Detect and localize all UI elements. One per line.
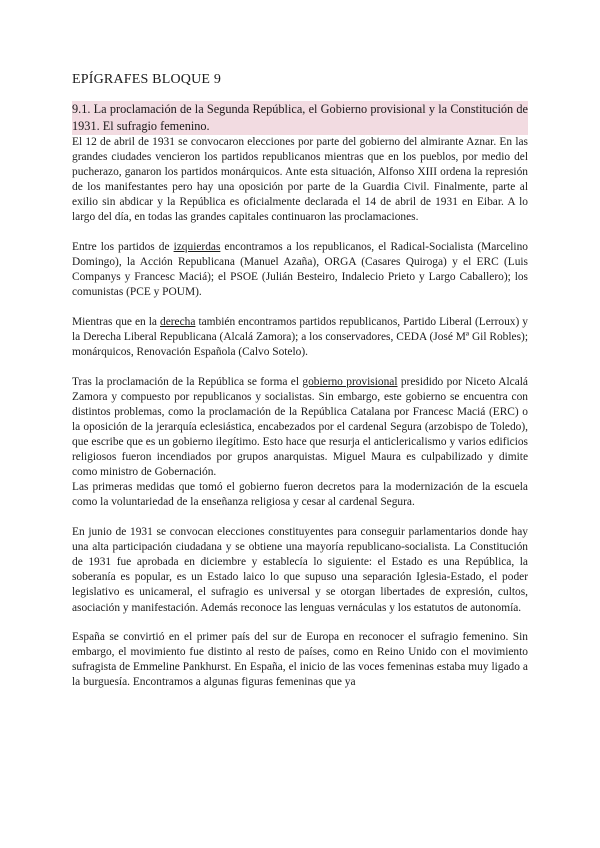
text-run: también encontramos partidos republicanos, Partido Liberal (Lerroux) y la Derecha Liberal Republicana (Alcalá Zamora); a los conservadores, CEDA (José Mª Gil Robles); monárquicos, Renovación Española (Calvo Sotelo). — [72, 315, 528, 359]
paragraph-first-measures: Las primeras medidas que tomó el gobierno fueron decretos para la modernización de la escuela como la voluntariedad de la enseñanza religiosa y cesar al cardenal Segura. — [72, 481, 528, 509]
paragraph-provisional-government — [72, 375, 528, 481]
paragraph-left-parties — [72, 240, 528, 300]
section-heading: 9.1. La proclamación de la Segunda República, el Gobierno provisional y la Constitución de 1931. El sufragio femenino. — [72, 102, 528, 133]
text-run: Tras la proclamación de la República se forma el — [72, 375, 303, 388]
underlined-term-derecha: derecha — [160, 315, 196, 328]
underlined-term-izquierdas: izquierdas — [173, 241, 221, 254]
paragraph-female-suffrage: España se convirtió en el primer país del sur de Europa en reconocer el sufragio femenino. Sin embargo, el movimiento fue distinto al resto de países, como en Reino Unido con el movimiento sufragista de Emmeline Pankhurst. En España, el inicio de las voces femeninas estaba muy ligado a la burguesía. Encontramos a algunas figuras femeninas que ya — [72, 631, 528, 689]
paragraph-proclamation: El 12 de abril de 1931 se convocaron elecciones por parte del gobierno del almirante Aznar. En las grandes ciudades vencieron los partidos republicanos mientras que en los pueblos, por medio del pucherazo, ganaron los partidos monárquicos. Ante esta situación, Alfonso XIII ordena la represión de los manifestantes pero hay una oposición por parte de la Guardia Civil. Finalmente, parte al exilio sin abdicar y la República es oficialmente declarada el 14 de abril de 1931 en Eibar. A lo largo del día, en todas las grandes capitales continuaron las proclamaciones. — [72, 136, 528, 224]
text-run: Mientras que en la — [72, 315, 160, 328]
document-title: EPÍGRAFES BLOQUE 9 — [72, 72, 222, 87]
paragraph-right-parties — [72, 315, 528, 360]
document-body — [72, 101, 528, 691]
text-run: encontramos a los republicanos, el Radical-Socialista (Marcelino Domingo), la Acción Republicana (Manuel Azaña), ORGA (Casares Quiroga) y el ERC (Luis Companys y Francesc Maciá); el PSOE (Julián Besteiro, Indalecio Prieto y Largo Caballero); los comunistas (PCE y POUM). — [72, 241, 528, 299]
underlined-term-gobierno-provisional: gobierno provisional — [302, 375, 398, 388]
text-run: presidido por Niceto Alcalá Zamora y compuesto por republicanos y socialistas. Sin embargo, este gobierno se encuentra con distintos problemas, como la proclamación de la República Catalana por Francesc Maciá (ERC) o la oposición de la jerarquía eclesiástica, encabezados por el cardenal Segura (arzobispo de Toledo), que escribe que es un gobierno ilegítimo. Esto hace que resurja el anticlericalismo y varios edificios religiosos fueron incendiados por grupos anarquistas. Miguel Maura es culpabilizado y dimite como ministro de Gobernación. — [72, 375, 528, 479]
text-run: Entre los partidos de — [72, 241, 174, 254]
paragraph-constitution: En junio de 1931 se convocan elecciones constituyentes para conseguir parlamentarios donde hay una alta participación ciudadana y se obtiene una mayoría republicano-socialista. La Constitución de 1931 fue aprobada en diciembre y establecía lo siguiente: el Estado es una República, la soberanía es popular, es un Estado laico lo que supuso una separación Iglesia-Estado, el poder legislativo es unicameral, el sufragio es universal y se otorgan libertades de expresión, cultos, asociación y manifestación. Además reconoce las lenguas vernáculas y los estatutos de autonomía. — [72, 526, 528, 614]
